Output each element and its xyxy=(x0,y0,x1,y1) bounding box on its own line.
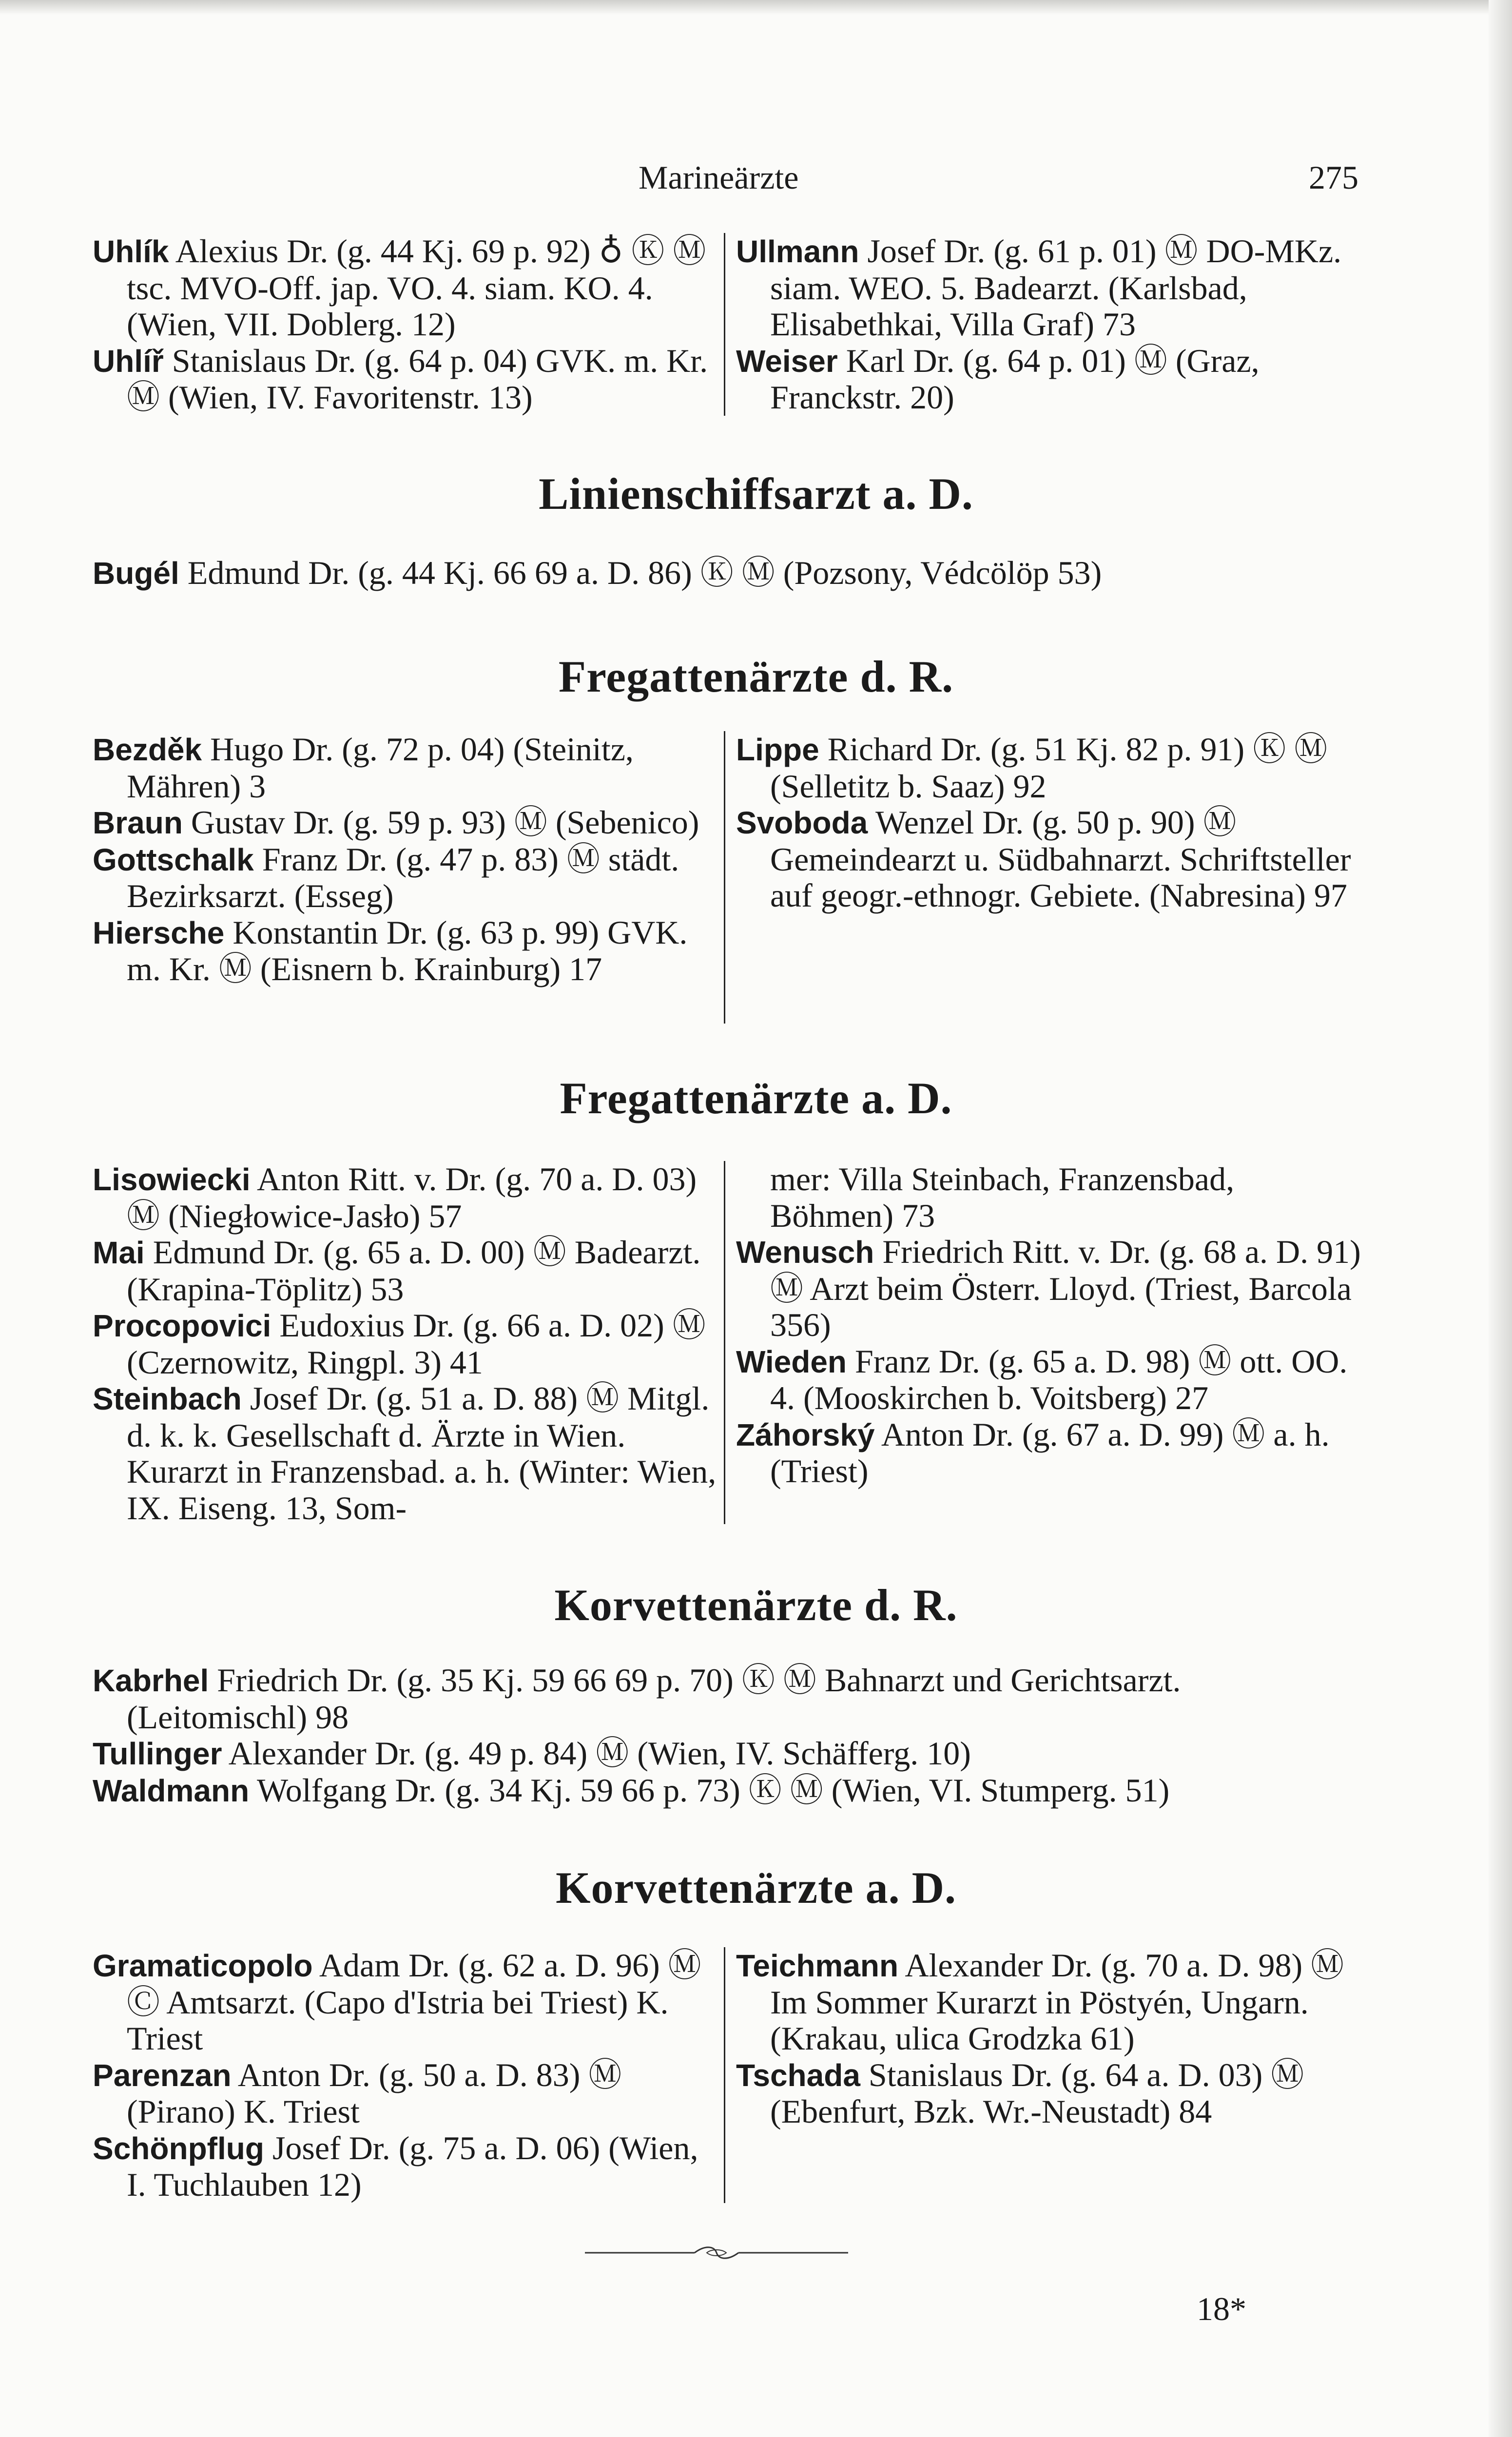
entry xyxy=(93,1662,1365,1735)
korvetten-r-list xyxy=(93,1662,1365,1809)
entry-text: Gustav Dr. (g. 59 p. 93) Ⓜ (Sebenico) xyxy=(191,804,699,841)
entry xyxy=(93,1735,1365,1772)
column-divider xyxy=(724,731,725,1024)
entry xyxy=(93,2057,717,2130)
entry-name: Wieden xyxy=(736,1344,847,1379)
entry-name: Bezděk xyxy=(93,732,202,767)
entry xyxy=(736,1947,1362,2057)
entry xyxy=(93,1947,717,2057)
entry xyxy=(736,1234,1362,1343)
entry-name: Záhorský xyxy=(736,1417,875,1452)
entry-text: Eudoxius Dr. (g. 66 a. D. 02) Ⓜ (Czernowitz, Ringpl. 3) 41 xyxy=(127,1307,706,1381)
entry xyxy=(93,841,717,914)
entry xyxy=(93,1772,1365,1809)
entry-continuation: mer: Villa Steinbach, Franzensbad, Böhmen) 73 xyxy=(770,1160,1235,1234)
entry-text: Josef Dr. (g. 51 a. D. 88) Ⓜ Mitgl. d. k. k. Gesellschaft d. Ärzte in Wien. Kurarzt in Franzensbad. a. h. (Winter: Wien, IX. Eiseng. 13, Som- xyxy=(127,1380,717,1527)
entry xyxy=(736,2057,1362,2130)
column-divider xyxy=(724,1161,725,1524)
entry xyxy=(93,804,717,841)
section-heading: Korvettenärzte a. D. xyxy=(555,1863,957,1913)
entry xyxy=(93,914,717,987)
entry-text: Anton Dr. (g. 67 a. D. 99) Ⓜ a. h. (Triest) xyxy=(770,1415,1330,1489)
entry-text: Stanislaus Dr. (g. 64 a. D. 03) Ⓜ (Ebenfurt, Bzk. Wr.-Neustadt) 84 xyxy=(770,2056,1304,2130)
entry-text: Alexander Dr. (g. 49 p. 84) Ⓜ (Wien, IV. Schäfferg. 10) xyxy=(228,1735,971,1772)
entry-text: Edmund Dr. (g. 65 a. D. 00) Ⓜ Badearzt. (Krapina-Töplitz) 53 xyxy=(127,1234,701,1308)
entry-text: Karl Dr. (g. 64 p. 01) Ⓜ (Graz, Franckstr. 20) xyxy=(770,342,1260,416)
entry-text: Richard Dr. (g. 51 Kj. 82 p. 91) Ⓚ Ⓜ (Selletitz b. Saaz) 92 xyxy=(770,731,1328,805)
entry xyxy=(736,804,1362,914)
entry xyxy=(93,1234,717,1307)
entry-name: Uhlík xyxy=(93,234,169,269)
page-number: 275 xyxy=(1309,159,1358,196)
fregatten-d-right xyxy=(736,1161,1362,1489)
fregatten-r-left xyxy=(93,731,717,987)
entry-text: Friedrich Dr. (g. 35 Kj. 59 66 69 p. 70) Ⓚ Ⓜ Bahnarzt und Gerichtsarzt. (Leitomischl) 98 xyxy=(127,1662,1181,1736)
entry-name: Procopovici xyxy=(93,1308,271,1343)
top-left-column xyxy=(93,233,717,416)
fregatten-d-left xyxy=(93,1161,717,1526)
entry-name: Ullmann xyxy=(736,234,859,269)
entry-name: Steinbach xyxy=(93,1381,242,1416)
entry-name: Kabrhel xyxy=(93,1663,209,1698)
entry xyxy=(736,731,1362,804)
entry xyxy=(93,555,1365,592)
column-divider xyxy=(724,1947,725,2203)
entry-text: Franz Dr. (g. 65 a. D. 98) Ⓜ ott. OO. 4. (Mooskirchen b. Voitsberg) 27 xyxy=(770,1342,1348,1416)
entry-name: Tschada xyxy=(736,2057,860,2093)
entry-name: Lisowiecki xyxy=(93,1162,251,1197)
entry-name: Teichmann xyxy=(736,1948,899,1983)
entry-name: Gramaticopolo xyxy=(93,1948,313,1983)
entry-text: Alexander Dr. (g. 70 a. D. 98) Ⓜ Im Sommer Kurarzt in Pöstyén, Ungarn. (Krakau, ulica Grodzka 61) xyxy=(770,1947,1344,2057)
section-heading: Korvettenärzte d. R. xyxy=(554,1580,958,1630)
entry xyxy=(93,2130,717,2203)
entry-text: Anton Ritt. v. Dr. (g. 70 a. D. 03) Ⓜ (Niegłowice-Jasło) 57 xyxy=(127,1160,697,1235)
entry xyxy=(93,1161,717,1234)
entry xyxy=(736,1416,1362,1489)
section-heading: Linienschiffsarzt a. D. xyxy=(539,469,973,519)
entry-text: Friedrich Ritt. v. Dr. (g. 68 a. D. 91) Ⓜ Arzt beim Österr. Lloyd. (Triest, Barcola 356) xyxy=(770,1233,1361,1343)
section-heading: Fregattenärzte d. R. xyxy=(558,652,954,701)
column-divider xyxy=(724,233,725,416)
entry-name: Tullinger xyxy=(93,1736,222,1771)
closing-ornament xyxy=(585,2243,848,2263)
entry-text: Wolfgang Dr. (g. 34 Kj. 59 66 p. 73) Ⓚ Ⓜ (Wien, VI. Stumperg. 51) xyxy=(256,1771,1170,1809)
entry-text: Adam Dr. (g. 62 a. D. 96) Ⓜ Ⓒ Amtsarzt. (Capo d'Istria bei Triest) K. Triest xyxy=(127,1947,701,2057)
entry-text: Konstantin Dr. (g. 63 p. 99) GVK. m. Kr. Ⓜ (Eisnern b. Krainburg) 17 xyxy=(127,913,688,987)
entry xyxy=(93,233,717,343)
entry-name: Wenusch xyxy=(736,1235,874,1270)
entry-name: Mai xyxy=(93,1235,145,1270)
korvetten-d-right xyxy=(736,1947,1362,2130)
entry-text: Wenzel Dr. (g. 50 p. 90) Ⓜ Gemeindearzt u. Südbahnarzt. Schriftsteller auf geogr.-ethnogr. Gebiete. (Nabresina) 97 xyxy=(770,804,1351,914)
entry xyxy=(93,1380,717,1526)
entry xyxy=(736,343,1362,416)
entry-name: Bugél xyxy=(93,556,179,591)
entry xyxy=(736,233,1362,343)
entry xyxy=(93,1307,717,1380)
entry-name: Schönpflug xyxy=(93,2130,264,2166)
entry-text: Stanislaus Dr. (g. 64 p. 04) GVK. m. Kr. Ⓜ (Wien, IV. Favoritenstr. 13) xyxy=(127,342,708,416)
entry-name: Waldmann xyxy=(93,1773,250,1808)
entry-text: Franz Dr. (g. 47 p. 83) Ⓜ städt. Bezirksarzt. (Esseg) xyxy=(127,840,679,914)
entry-text: Anton Dr. (g. 50 a. D. 83) Ⓜ (Pirano) K. Triest xyxy=(127,2056,622,2130)
entry-name: Parenzan xyxy=(93,2057,232,2093)
entry-name: Hiersche xyxy=(93,915,225,950)
entry-text: Edmund Dr. (g. 44 Kj. 66 69 a. D. 86) Ⓚ Ⓜ (Pozsony, Védcölöp 53) xyxy=(187,554,1102,591)
entry-text: Josef Dr. (g. 75 a. D. 06) (Wien, I. Tuchlauben 12) xyxy=(127,2129,698,2203)
running-head-title: Marineärzte xyxy=(639,159,799,196)
entry-name: Lippe xyxy=(736,732,819,767)
entry xyxy=(736,1343,1362,1416)
entry-name: Svoboda xyxy=(736,805,868,840)
entry-text: Josef Dr. (g. 61 p. 01) Ⓜ DO-MKz. siam. WEO. 5. Badearzt. (Karlsbad, Elisabethkai, Villa Graf) 73 xyxy=(770,232,1342,343)
scan-edge-right xyxy=(1489,0,1512,2437)
entry-name: Uhlíř xyxy=(93,343,164,379)
section-heading: Fregattenärzte a. D. xyxy=(560,1073,952,1123)
entry-name: Weiser xyxy=(736,343,838,379)
linienschiffsarzt-list xyxy=(93,555,1365,592)
fregatten-r-right xyxy=(736,731,1362,914)
entry xyxy=(93,343,717,416)
entry xyxy=(93,731,717,804)
entry-text: Alexius Dr. (g. 44 Kj. 69 p. 92) ♁ Ⓚ Ⓜ tsc. MVO-Off. jap. VO. 4. siam. KO. 4. (Wien, VII. Doblerg. 12) xyxy=(127,232,706,343)
entry-name: Braun xyxy=(93,805,183,840)
top-right-column xyxy=(736,233,1362,416)
korvetten-d-left xyxy=(93,1947,717,2203)
entry-text: Hugo Dr. (g. 72 p. 04) (Steinitz, Mähren) 3 xyxy=(127,731,634,805)
scan-edge-top xyxy=(0,0,1512,15)
entry-name: Gottschalk xyxy=(93,842,254,877)
sheet-signature: 18* xyxy=(1197,2290,1246,2327)
